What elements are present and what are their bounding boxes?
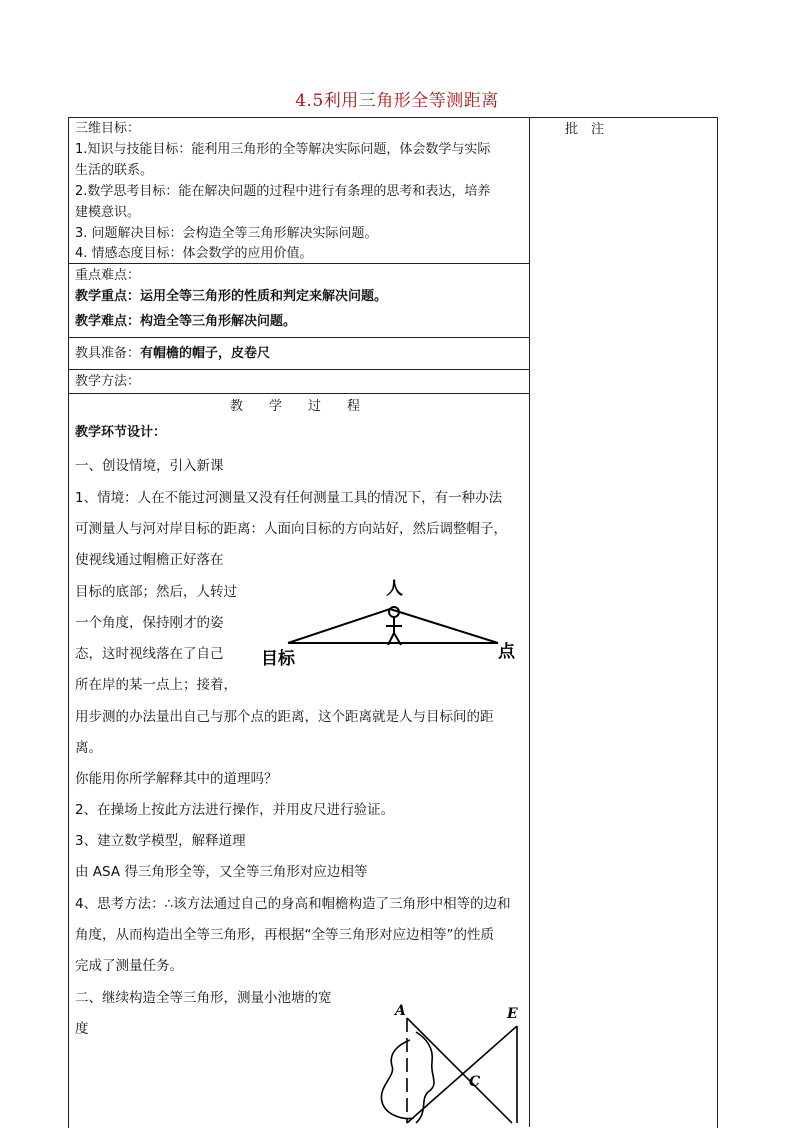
key-points-heading: 重点难点：: [75, 268, 141, 283]
label-e: E: [507, 1006, 518, 1022]
objective-1: 1.知识与技能目标：能利用三角形的全等解决实际问题，体会数学与实际: [75, 142, 491, 157]
section2-title: 二、继续构造全等三角形，测量小池塘的宽: [75, 990, 332, 1006]
objective-3: 3. 问题解决目标：会构造全等三角形解决实际问题。: [75, 226, 378, 241]
step-2: 2、在操场上按此方法进行操作，并用皮尺进行验证。: [75, 802, 395, 818]
objective-1-cont: 生活的联系。: [75, 163, 154, 178]
side-annotation-header: 批 注: [565, 122, 605, 137]
step-4: 4、思考方法：∴该方法通过自己的身高和帽檐构造了三角形中相等的边和: [75, 896, 511, 912]
question: 你能用你所学解释其中的道理吗？: [75, 771, 278, 787]
step-4-cont: 角度，从而构造出全等三角形，再根据“全等三角形对应边相等”的性质: [75, 927, 494, 943]
paragraph-line: 用步测的办法量出自己与那个点的距离，这个距离就是人与目标间的距: [75, 709, 494, 725]
pond-measurement-figure: [370, 1000, 525, 1123]
river-measurement-figure: [258, 576, 528, 668]
paragraph-line: 目标的底部；然后，人转过: [75, 584, 237, 600]
tools-label: 教具准备：: [75, 346, 141, 361]
objective-2: 2.数学思考目标：能在解决问题的过程中进行有条理的思考和表达，培养: [75, 184, 491, 199]
process-header: 教 学 过 程: [230, 399, 361, 414]
paragraph-line: 离。: [75, 740, 102, 756]
teaching-difficulty: 教学难点：构造全等三角形解决问题。: [75, 314, 297, 329]
step-3: 3、建立数学模型，解释道理: [75, 833, 246, 849]
paragraph-line: 可测量人与河对岸目标的距离：人面向目标的方向站好，然后调整帽子，: [75, 521, 507, 537]
paragraph-line: 所在岸的某一点上；接着，: [75, 677, 237, 693]
objectives-heading: 三维目标：: [75, 121, 141, 136]
step-4-cont: 完成了测量任务。: [75, 958, 183, 974]
person-label: 人: [386, 579, 403, 599]
step-3-reason: 由 ASA 得三角形全等，又全等三角形对应边相等: [75, 864, 368, 880]
tools-value: 有帽檐的帽子，皮卷尺: [140, 346, 271, 361]
paragraph-line: 一个角度，保持刚才的姿: [75, 615, 224, 631]
label-a: A: [395, 1003, 406, 1019]
design-heading: 教学环节设计：: [75, 425, 167, 440]
teaching-focus: 教学重点：运用全等三角形的性质和判定来解决问题。: [75, 289, 388, 304]
page-title: 4.5利用三角形全等测距离: [295, 91, 499, 111]
objective-4: 4. 情感态度目标：体会数学的应用价值。: [75, 246, 313, 261]
section2-title-cont: 度: [75, 1021, 89, 1037]
tools-row: [75, 344, 270, 364]
section1-title: 一、创设情境，引入新课: [75, 458, 224, 474]
paragraph-line: 态，这时视线落在了自己: [75, 646, 224, 662]
method-label: 教学方法：: [75, 374, 141, 389]
paragraph-line: 使视线通过帽檐正好落在: [75, 552, 224, 568]
paragraph-line: 1、情境：人在不能过河测量又没有任何测量工具的情况下，有一种办法: [75, 490, 503, 506]
objective-2-cont: 建模意识。: [75, 205, 141, 220]
target-label: 目标: [261, 649, 295, 669]
label-c: C: [469, 1074, 481, 1090]
point-label: 点: [498, 642, 515, 662]
